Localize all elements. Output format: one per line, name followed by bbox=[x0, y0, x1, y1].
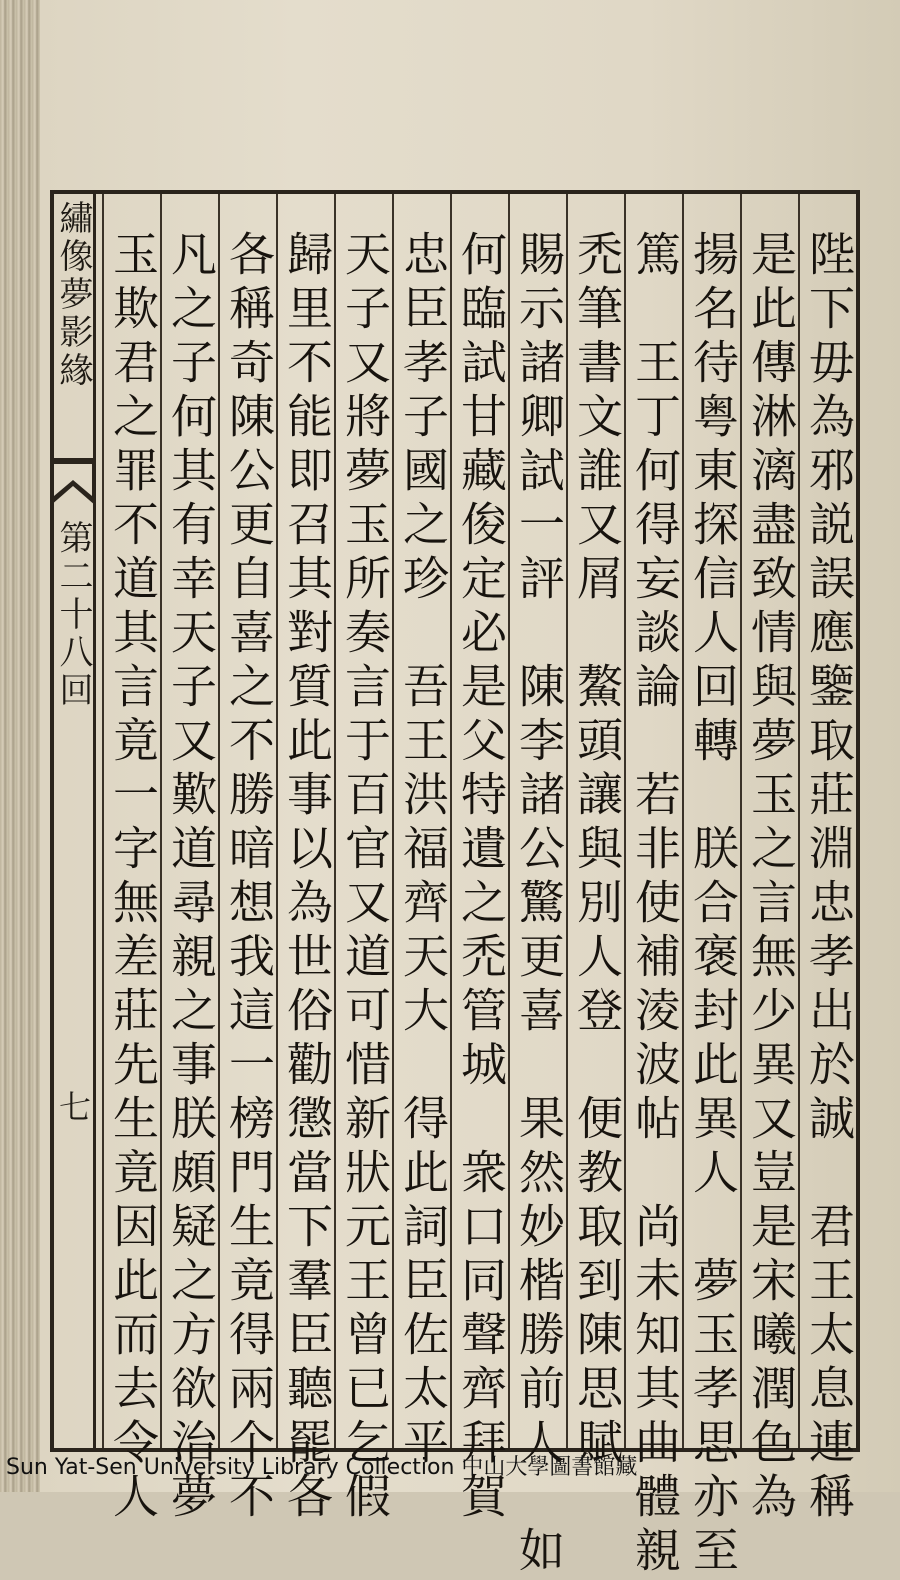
text-column: 天子又將夢玉所奏言于百官又道可惜新狀元王曾已乞假 bbox=[334, 194, 392, 1448]
text-column: 歸里不能即召其對質此事以為世俗勸懲當下羣臣聽罷各 bbox=[276, 194, 334, 1448]
text-column: 賜示諸卿試一評 陳李諸公驚更喜 果然妙楷勝前人 如 bbox=[508, 194, 566, 1448]
text-column: 陛下毋為邪説誤應鑒取莊淵忠孝出於誠 君王太息連稱 bbox=[798, 194, 856, 1448]
library-credit: Sun Yat-Sen University Library Collection 中山大學圖書館藏 bbox=[6, 1455, 638, 1480]
text-column: 禿筆書文誰又屑 鰲頭讓與別人登 便教取到陳思賦 bbox=[566, 194, 624, 1448]
text-column: 是此傳淋漓盡致情與夢玉之言無少異又豈是宋曦潤色為 bbox=[740, 194, 798, 1448]
folio-number: 七 bbox=[54, 1090, 92, 1126]
fishtail-mark bbox=[50, 458, 96, 506]
book-title: 繡像夢影緣 bbox=[53, 200, 93, 390]
chapter-label: 第二十八回 bbox=[53, 520, 93, 710]
text-column: 玉欺君之罪不道其言竟一字無差莊先生竟因此而去令人 bbox=[102, 194, 160, 1448]
text-column: 凡之子何其有幸天子又歎道尋親之事朕頗疑之方欲治夢 bbox=[160, 194, 218, 1448]
text-column: 何臨試甘藏俊定必是父特遺之禿管城 衆口同聲齊拜賀 bbox=[450, 194, 508, 1448]
text-column: 揚名待粤東探信人回轉 朕合褒封此異人 夢玉孝思亦至 bbox=[682, 194, 740, 1448]
text-column: 篤 王丁何得妄談論 若非使補淩波帖 尚未知其曲體親 bbox=[624, 194, 682, 1448]
text-column: 忠臣孝子國之珍 吾王洪福齊天大 得此詞臣佐太平 bbox=[392, 194, 450, 1448]
text-column: 各稱奇陳公更自喜之不勝暗想我這一榜門生竟得兩个不 bbox=[218, 194, 276, 1448]
